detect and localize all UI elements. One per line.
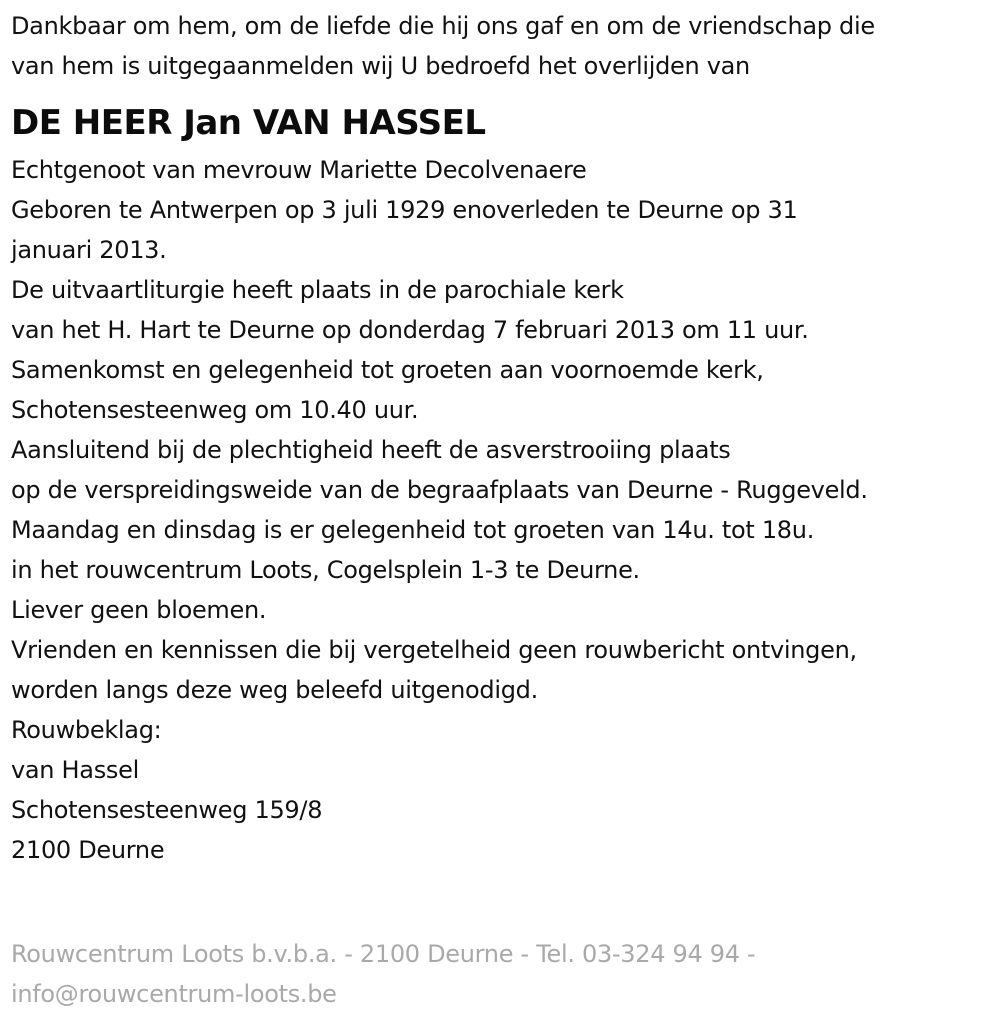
visitation-line: Maandag en dinsdag is er gelegenheid tot groeten van 14u. tot 18u.	[11, 516, 815, 544]
invitation-line: Vrienden en kennissen die bij vergetelheid geen rouwbericht ontvingen,	[11, 636, 857, 664]
funeral-line: van het H. Hart te Deurne op donderdag 7 februari 2013 om 11 uur.	[11, 316, 809, 344]
deceased-name: DE HEER Jan VAN HASSEL	[11, 103, 486, 143]
condolence-street: Schotensesteenweg 159/8	[11, 796, 323, 824]
death-notice	[11, 6, 993, 870]
ash-scattering-line: Aansluitend bij de plechtigheid heeft de asverstrooiing plaats	[11, 436, 731, 464]
condolence-city: 2100 Deurne	[11, 836, 165, 864]
invitation-line: worden langs deze weg beleefd uitgenodigd.	[11, 676, 538, 704]
intro-line: van hem is uitgegaanmelden wij U bedroefd het overlijden van	[11, 52, 750, 80]
ash-scattering-line: op de verspreidingsweide van de begraafplaats van Deurne - Ruggeveld.	[11, 476, 868, 504]
no-flowers-line: Liever geen bloemen.	[11, 596, 267, 624]
condolence-name: van Hassel	[11, 756, 139, 784]
intro-line: Dankbaar om hem, om de liefde die hij ons gaf en om de vriendschap die	[11, 12, 875, 40]
gathering-line: Samenkomst en gelegenheid tot groeten aan voornoemde kerk,	[11, 356, 764, 384]
visitation-line: in het rouwcentrum Loots, Cogelsplein 1-3 te Deurne.	[11, 556, 640, 584]
gathering-line: Schotensesteenweg om 10.40 uur.	[11, 396, 419, 424]
funeral-home-email[interactable]: info@rouwcentrum-loots.be	[11, 980, 337, 1008]
condolence-label: Rouwbeklag:	[11, 716, 162, 744]
funeral-line: De uitvaartliturgie heeft plaats in de parochiale kerk	[11, 276, 624, 304]
spouse-line: Echtgenoot van mevrouw Mariette Decolvenaere	[11, 156, 587, 184]
birth-death-line: januari 2013.	[11, 236, 167, 264]
birth-death-line: Geboren te Antwerpen op 3 juli 1929 enoverleden te Deurne op 31	[11, 196, 798, 224]
funeral-home-footer	[11, 934, 911, 1014]
funeral-home-contact: Rouwcentrum Loots b.v.b.a. - 2100 Deurne - Tel. 03-324 94 94 -	[11, 940, 756, 968]
